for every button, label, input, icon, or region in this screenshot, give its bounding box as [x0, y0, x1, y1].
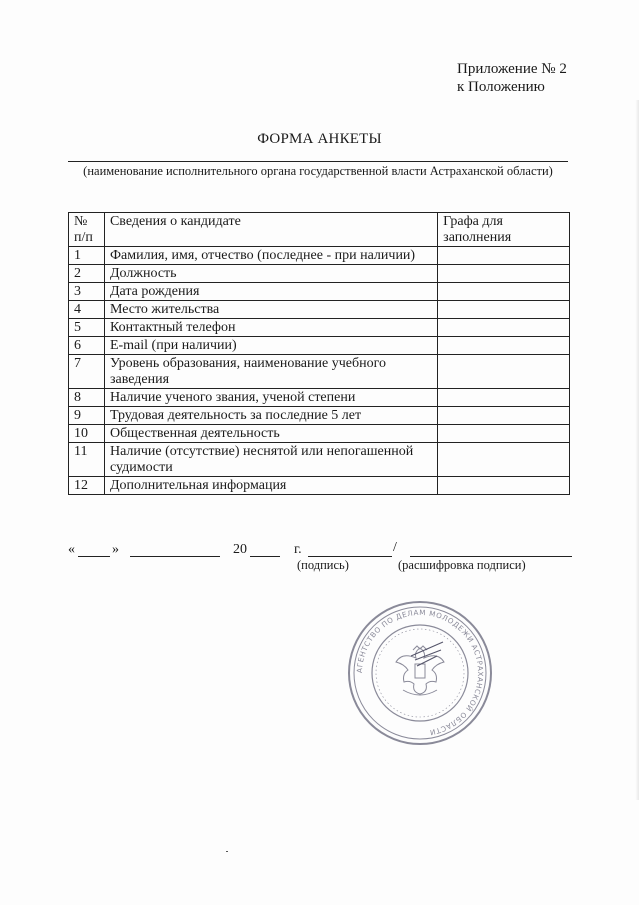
- row-fill-cell[interactable]: [438, 319, 570, 337]
- row-candidate-info: Фамилия, имя, отчество (последнее - при наличии): [104, 247, 437, 265]
- table-row: [69, 301, 570, 319]
- signature-slash: /: [393, 540, 397, 555]
- org-name-input-line[interactable]: [68, 161, 568, 162]
- table-row: [69, 247, 570, 265]
- seal-inner-ring: [372, 625, 468, 721]
- annex-number: Приложение № 2: [457, 61, 567, 77]
- table-row: [69, 443, 570, 477]
- date-year-suffix: г.: [294, 542, 302, 557]
- table-row: [69, 425, 570, 443]
- row-number: 7: [69, 355, 105, 389]
- seal-outer-ring: [349, 602, 491, 744]
- row-fill-cell[interactable]: [438, 301, 570, 319]
- row-number: 11: [69, 443, 105, 477]
- seal-ring-2: [354, 607, 486, 739]
- row-candidate-info: Место жительства: [104, 301, 437, 319]
- row-number: 8: [69, 389, 105, 407]
- table-row: [69, 283, 570, 301]
- header-fill-column: Графа для заполнения: [438, 213, 570, 247]
- row-candidate-info: Общественная деятельность: [104, 425, 437, 443]
- row-number: 1: [69, 247, 105, 265]
- header-number-symbol: №: [74, 214, 88, 229]
- row-number: 10: [69, 425, 105, 443]
- signature-caption: (подпись): [297, 558, 349, 572]
- row-fill-cell[interactable]: [438, 355, 570, 389]
- eagle-emblem-icon: [396, 646, 444, 695]
- date-year-field[interactable]: [250, 542, 280, 557]
- row-candidate-info: Дата рождения: [104, 283, 437, 301]
- row-number: 3: [69, 283, 105, 301]
- scan-speck: [226, 851, 228, 852]
- row-candidate-info: Уровень образования, наименование учебного заведения: [104, 355, 437, 389]
- row-fill-cell[interactable]: [438, 443, 570, 477]
- row-number: 4: [69, 301, 105, 319]
- official-seal-stamp: [345, 598, 495, 748]
- annex-header: [457, 60, 567, 96]
- date-month-field[interactable]: [130, 542, 220, 557]
- row-fill-cell[interactable]: [438, 247, 570, 265]
- signature-decoding-caption: (расшифровка подписи): [398, 558, 526, 572]
- signature-scribble-icon: [411, 642, 443, 666]
- row-candidate-info: Наличие ученого звания, ученой степени: [104, 389, 437, 407]
- date-open-quote: «: [68, 542, 75, 557]
- row-candidate-info: Дополнительная информация: [104, 477, 437, 495]
- row-number: 9: [69, 407, 105, 425]
- row-fill-cell[interactable]: [438, 477, 570, 495]
- table-row: [69, 265, 570, 283]
- table-row: [69, 319, 570, 337]
- table-row: [69, 389, 570, 407]
- form-title: ФОРМА АНКЕТЫ: [257, 131, 382, 147]
- table-row: [69, 337, 570, 355]
- row-fill-cell[interactable]: [438, 425, 570, 443]
- row-number: 6: [69, 337, 105, 355]
- row-candidate-info: Трудовая деятельность за последние 5 лет: [104, 407, 437, 425]
- row-fill-cell[interactable]: [438, 407, 570, 425]
- row-candidate-info: E-mail (при наличии): [104, 337, 437, 355]
- scan-edge-shadow: [635, 100, 639, 800]
- row-number: 2: [69, 265, 105, 283]
- row-fill-cell[interactable]: [438, 265, 570, 283]
- row-candidate-info: Наличие (отсутствие) неснятой или непогашенной судимости: [104, 443, 437, 477]
- row-fill-cell[interactable]: [438, 283, 570, 301]
- table-row: [69, 407, 570, 425]
- row-fill-cell[interactable]: [438, 389, 570, 407]
- row-fill-cell[interactable]: [438, 337, 570, 355]
- row-candidate-info: Должность: [104, 265, 437, 283]
- table-header-row: [69, 213, 570, 247]
- row-candidate-info: Контактный телефон: [104, 319, 437, 337]
- date-day-field[interactable]: [78, 542, 110, 557]
- org-name-caption: (наименование исполнительного органа государственной власти Астраханской области): [83, 164, 553, 178]
- candidate-form-table: [68, 212, 570, 495]
- date-close-quote: »: [112, 542, 119, 557]
- header-number: [69, 213, 105, 247]
- table-row: [69, 355, 570, 389]
- seal-ring-text: АГЕНТСТВО ПО ДЕЛАМ МОЛОДЕЖИ АСТРАХАНСКОЙ ОБЛАСТИ: [354, 607, 486, 738]
- row-number: 5: [69, 319, 105, 337]
- annex-reference: к Положению: [457, 79, 545, 95]
- header-number-abbrev: п/п: [74, 230, 93, 245]
- table-body: [69, 247, 570, 495]
- signature-block: [68, 540, 573, 580]
- seal-dotted-ring: [376, 629, 464, 717]
- signature-field[interactable]: [308, 542, 392, 557]
- row-number: 12: [69, 477, 105, 495]
- header-candidate-info: Сведения о кандидате: [104, 213, 437, 247]
- table-row: [69, 477, 570, 495]
- date-year-prefix: 20: [233, 542, 247, 557]
- signature-decoding-field[interactable]: [410, 542, 572, 557]
